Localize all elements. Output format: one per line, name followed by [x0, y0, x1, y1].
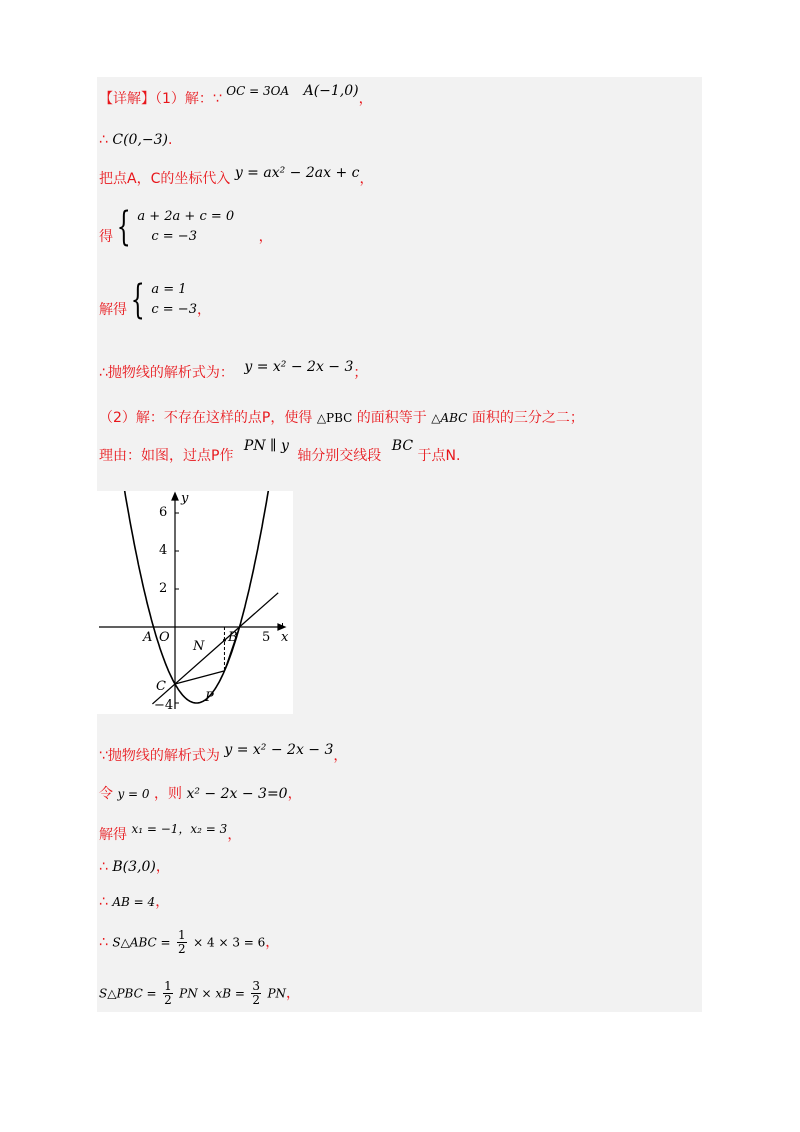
eq-point-a: A(−1,0) — [303, 83, 359, 99]
line-3: 把点A，C的坐标代入 y = ax² − 2ax + c， — [99, 165, 374, 187]
system-brace: { — [117, 204, 132, 250]
eq-parabola-2: y = x² − 2x − 3 — [224, 742, 334, 758]
y-tick-label-4: 4 — [159, 543, 168, 558]
point-n-dot — [223, 639, 226, 642]
y-tick-label-2: 2 — [159, 581, 168, 596]
line-14: ∴ S△ABC = $\frac{1}{2}$ × 4 × 3 = 6， — [99, 928, 280, 956]
eq-point-b: B(3,0) — [112, 859, 156, 875]
line-11: 解得 x₁ = −1，x₂ = 3， — [99, 822, 242, 843]
eq-pn-parallel-y: PN ∥ y — [243, 438, 289, 454]
point-label-c: C — [156, 679, 166, 694]
line-8: 理由：如图，过点P作 PN ∥ y 轴分别交线段 BC 于点N. — [99, 438, 461, 464]
fraction-three-halves: $\frac{3}{2}$ — [252, 979, 260, 1007]
axis-label-x: x — [281, 630, 289, 645]
line-5: 解得 { a = 1 c = −3 ， — [99, 277, 211, 323]
area-pbc-lhs: S△PBC = — [99, 986, 157, 1001]
point-label-n: N — [193, 639, 205, 654]
eq-y-zero: y = 0 — [117, 787, 150, 801]
system-brace: { — [131, 277, 146, 323]
point-label-b: B — [228, 630, 238, 645]
eq-roots: x₁ = −1，x₂ = 3 — [131, 822, 228, 836]
line-7: （2）解：不存在这样的点P，使得 △PBC 的面积等于 △ABC 面积的三分之二； — [99, 410, 584, 426]
point-label-a: A — [143, 630, 153, 645]
origin-label: O — [159, 630, 170, 645]
line-2: ∴ C(0,−3). — [99, 132, 173, 148]
fraction-half: $\frac{1}{2}$ — [164, 979, 172, 1007]
line-10: 令 y = 0 ，则 x² − 2x − 3=0， — [99, 786, 302, 802]
equation-system-2: a = 1 c = −3 — [151, 282, 197, 317]
line-15: S△PBC = $\frac{1}{2}$ PN × xB = $\frac{3}{2}$ PN， — [99, 979, 301, 1007]
y-tick-label-6: 6 — [159, 505, 168, 520]
parabola-figure — [97, 491, 293, 714]
triangle-abc: △ABC — [431, 411, 468, 425]
y-tick-label-neg4: −4 — [154, 698, 174, 713]
line-12: ∴ B(3,0)， — [99, 859, 170, 875]
area-pbc-rhs: PN — [267, 986, 287, 1001]
eq-parabola: y = x² − 2x − 3 — [244, 359, 354, 375]
area-abc-rhs: × 4 × 3 = 6 — [193, 935, 266, 950]
segment-bc: BC — [391, 438, 414, 454]
triangle-pbc: △PBC — [316, 411, 353, 425]
eq-oc-3oa: OC = 3OA — [226, 84, 290, 98]
eq-point-c: C(0,−3) — [112, 132, 169, 148]
line-13: ∴ AB = 4， — [99, 894, 170, 910]
x-tick-label-5: 5 — [262, 630, 271, 645]
point-label-p: P — [205, 690, 214, 705]
eq-general-parabola: y = ax² − 2ax + c — [234, 165, 360, 181]
line-9: ∵抛物线的解析式为 y = x² − 2x − 3， — [99, 742, 348, 764]
line-6: ∴抛物线的解析式为： y = x² − 2x − 3； — [99, 359, 368, 381]
eq-quadratic: x² − 2x − 3=0 — [186, 786, 288, 802]
figure-background — [97, 491, 293, 714]
axis-label-y: y — [181, 491, 189, 506]
line-1: 【详解】（1）解：∵ OC = 3OA A(−1,0)， — [99, 83, 373, 107]
detail-tag: 【详解】 — [99, 91, 155, 107]
area-abc-lhs: S△ABC = — [112, 935, 171, 950]
eq-ab: AB = 4 — [112, 895, 156, 909]
fraction-half: $\frac{1}{2}$ — [178, 928, 186, 956]
area-pbc-mid: PN × xB = — [179, 986, 245, 1001]
equation-system-1: a + 2a + c = 0 c = −3 — [137, 209, 235, 244]
line-4: 得 { a + 2a + c = 0 c = −3 ， — [99, 204, 273, 250]
